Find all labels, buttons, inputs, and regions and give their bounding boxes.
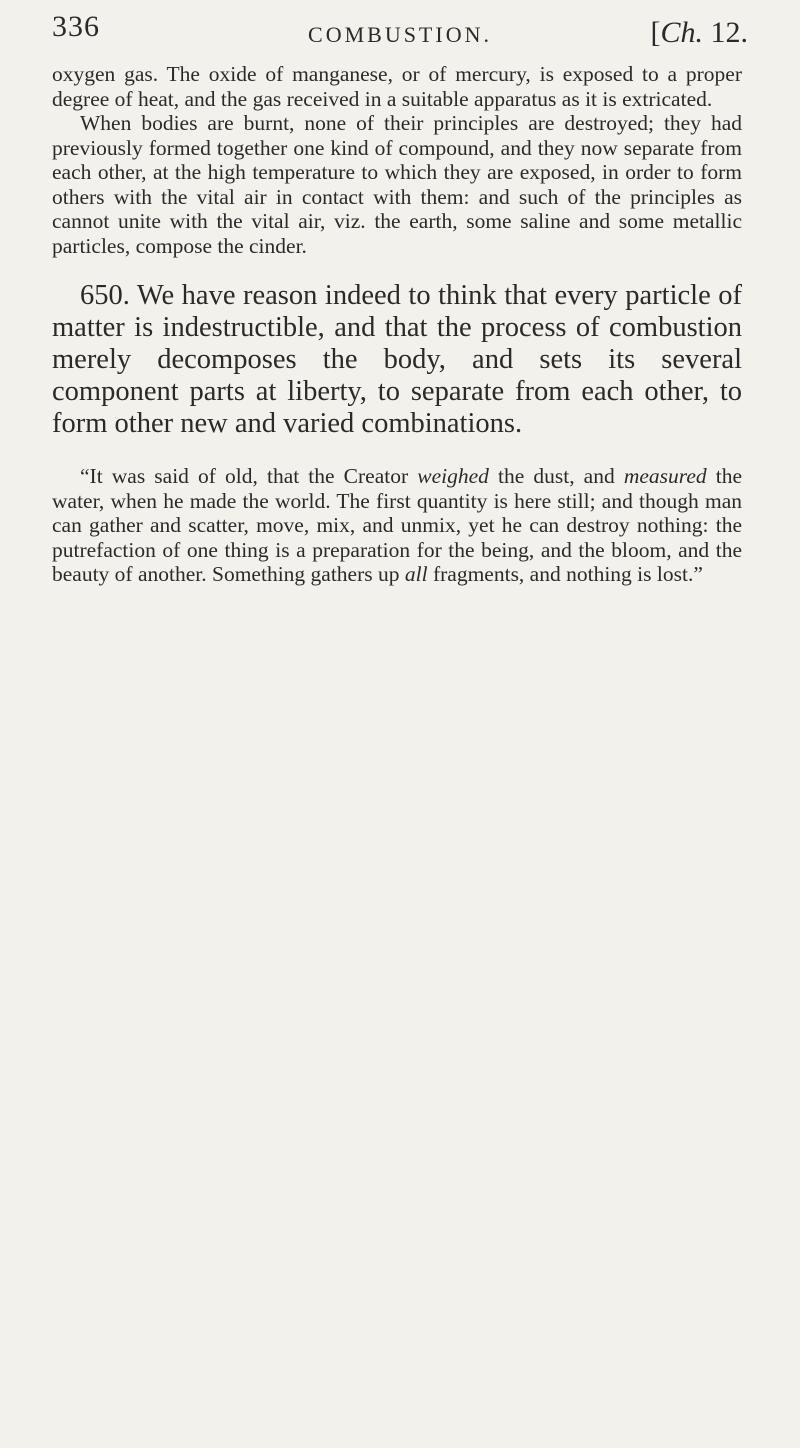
running-title: COMBUSTION.	[308, 22, 492, 47]
chapter-bracket: [	[650, 16, 661, 49]
page-body	[52, 62, 742, 587]
quote-emphasis-weighed: weighed	[417, 464, 489, 488]
page-number: 336	[52, 10, 100, 43]
section-number: 650.	[80, 280, 130, 311]
paragraph-burnt-bodies: When bodies are burnt, none of their principles are destroyed; they had previously formed together one kind of compound, and they now separate from each other, at the high temperature to which they are exposed, in order to form others with the vital air in contact with them: and such of the principles as cannot unite with the vital air, viz. the earth, some saline and some metallic particles, compose the cinder.	[52, 111, 742, 258]
page-header	[52, 10, 748, 50]
quote-text-2: the dust, and	[488, 464, 624, 488]
chapter-number: 12.	[710, 16, 748, 49]
chapter-marker	[650, 16, 748, 50]
chapter-abbrev: Ch.	[660, 16, 703, 49]
quote-text-3: the water, when he made the world. The first quantity is here still; and though man can gather and scatter, move, mix, and unmix, yet he can destroy nothing: the putrefaction of one thing is a preparation for the being, and the bloom, and the beauty of another. Something gathers up	[52, 464, 742, 586]
paragraph-650	[52, 280, 742, 440]
quote-emphasis-all: all	[404, 562, 428, 586]
quotation	[52, 464, 742, 587]
paragraph-oxygen: oxygen gas. The oxide of manganese, or of mercury, is exposed to a proper degree of heat, and the gas received in a suitable apparatus as it is extricated.	[52, 62, 742, 111]
quote-emphasis-measured: measured	[623, 464, 707, 488]
paragraph-650-text: We have reason indeed to think that every particle of matter is indestructible, and that the process of combustion merely decomposes the body, and sets its several component parts at liberty, to separate from each other, to form other new and varied combinations.	[52, 280, 742, 439]
quote-text-4: fragments, and nothing is lost.”	[427, 562, 703, 586]
quote-text-1: “It was said of old, that the Creator	[80, 464, 418, 488]
